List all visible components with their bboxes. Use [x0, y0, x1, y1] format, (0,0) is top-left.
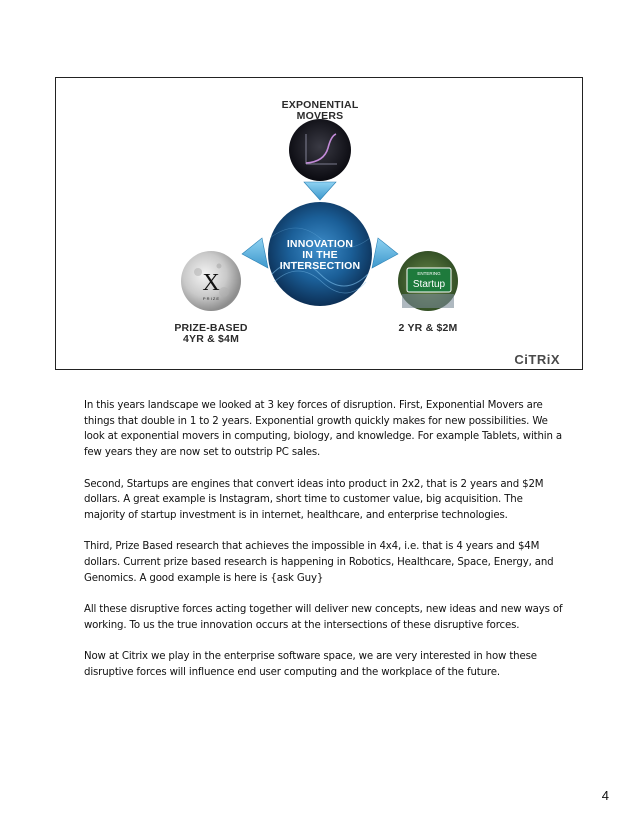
startup-circle [398, 251, 458, 311]
xprize-text: P R I Z E [202, 296, 220, 301]
arrow-left [242, 238, 268, 268]
speaker-notes [84, 398, 564, 696]
slide-image [55, 77, 583, 370]
center-label-line3: INTERSECTION [279, 260, 361, 272]
sign-small: ENTERING [417, 271, 441, 276]
notes-paragraph-2: Second, Startups are engines that convert ideas into product in 2x2, that is 2 years and $2M dollars. A great example is Instagram, short time to customer value, big acquisition. The majority of startup investment is in internet, healthcare, and enterprise technologies. [84, 478, 544, 521]
notes-paragraph-4: All these disruptive forces acting together will deliver new concepts, new ideas and new ways of working. To us the true innovation occurs at the intersections of these disruptive forces. [84, 604, 563, 631]
notes-paragraph-5: Now at Citrix we play in the enterprise software space, we are very interested in how these disruptive forces will influence end user computing and the workplace of the future. [84, 651, 537, 678]
startup-heading [378, 323, 478, 334]
center-label-line1: INNOVATION [286, 238, 354, 250]
startup-heading-line1: 2 YR & $2M [398, 322, 458, 334]
exponential-heading [270, 100, 370, 122]
xprize-circle [181, 251, 241, 311]
prize-heading-line2: 4YR & $4M [182, 333, 240, 345]
prize-heading-line1: PRIZE-BASED [174, 322, 248, 334]
center-label [275, 239, 365, 272]
arrow-right [372, 238, 398, 268]
xprize-x: X [202, 270, 220, 296]
page-number: 4 [601, 788, 609, 803]
notes-paragraph-3: Third, Prize Based research that achieves the impossible in 4x4, i.e. that is 4 years and $4M dollars. Current prize based research is happening in Robotics, Healthcare, Space, Energy, and Genomics. A good example is here is {ask Guy} [84, 541, 554, 584]
exponential-circle [289, 119, 351, 181]
exponential-heading-line1: EXPONENTIAL [281, 99, 359, 111]
citrix-logo: CiTRiX [514, 352, 560, 367]
sign-big: Startup [412, 279, 446, 290]
center-label-line2: IN THE [302, 249, 338, 261]
exponential-heading-line2: MOVERS [296, 110, 344, 122]
arrow-top [304, 182, 336, 200]
prize-heading [161, 323, 261, 345]
notes-paragraph-1: In this years landscape we looked at 3 key forces of disruption. First, Exponential Movers are things that double in 1 to 2 years. Exponential growth quickly makes for new possibilities. We look at exponential movers in computing, biology, and knowledge. For example Tablets, within a few years they are now set to outstrip PC sales. [84, 400, 562, 459]
